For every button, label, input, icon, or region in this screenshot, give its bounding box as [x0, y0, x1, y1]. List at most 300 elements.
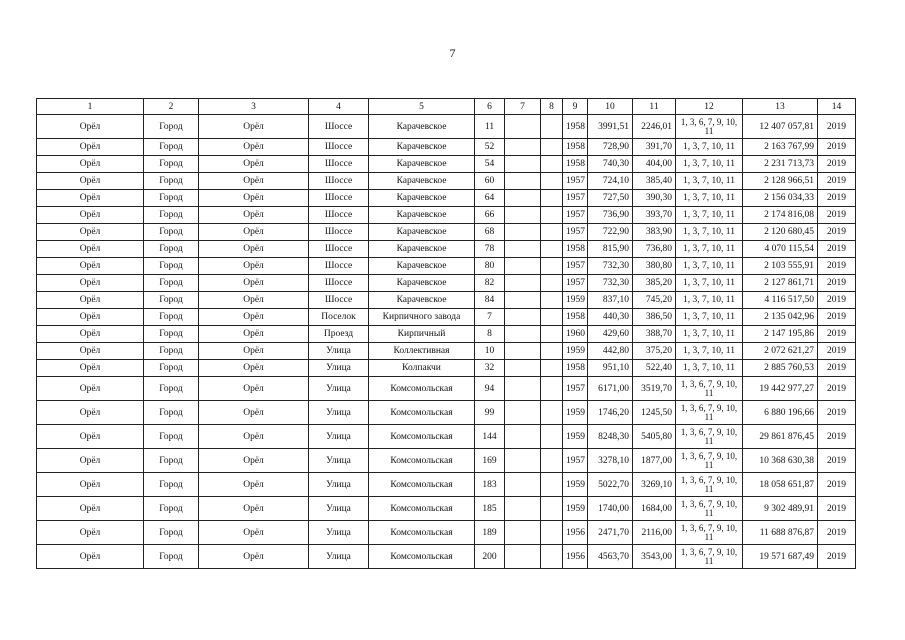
- city-cell: Орёл: [37, 207, 144, 224]
- cost-cell: 2 128 966,51: [743, 173, 818, 190]
- housing-register-table: [36, 98, 856, 569]
- column-number-row: [37, 99, 856, 115]
- building-cell: [505, 545, 541, 569]
- living-area-cell: 3269,10: [633, 473, 676, 497]
- house-number-cell: 80: [475, 258, 505, 275]
- column-header: 14: [818, 99, 856, 115]
- column-header: 12: [676, 99, 743, 115]
- works-list-cell: 1, 3, 7, 10, 11: [676, 326, 743, 343]
- building-cell: [505, 292, 541, 309]
- building-cell: [505, 115, 541, 139]
- settlement-cell: Орёл: [199, 326, 309, 343]
- letter-cell: [541, 497, 563, 521]
- street-type-cell: Шоссе: [309, 275, 369, 292]
- total-area-cell: 736,90: [588, 207, 633, 224]
- plan-year-cell: 2019: [818, 309, 856, 326]
- plan-year-cell: 2019: [818, 545, 856, 569]
- cost-cell: 2 127 861,71: [743, 275, 818, 292]
- street-type-cell: Шоссе: [309, 190, 369, 207]
- year-built-cell: 1957: [563, 173, 588, 190]
- settlement-type-cell: Город: [144, 309, 199, 326]
- settlement-cell: Орёл: [199, 401, 309, 425]
- living-area-cell: 380,80: [633, 258, 676, 275]
- table-row: [37, 241, 856, 258]
- total-area-cell: 429,60: [588, 326, 633, 343]
- living-area-cell: 1684,00: [633, 497, 676, 521]
- street-type-cell: Улица: [309, 360, 369, 377]
- living-area-cell: 404,00: [633, 156, 676, 173]
- works-list-cell: 1, 3, 6, 7, 9, 10, 11: [676, 401, 743, 425]
- settlement-type-cell: Город: [144, 343, 199, 360]
- house-number-cell: 64: [475, 190, 505, 207]
- total-area-cell: 442,80: [588, 343, 633, 360]
- building-cell: [505, 343, 541, 360]
- cost-cell: 2 072 621,27: [743, 343, 818, 360]
- letter-cell: [541, 224, 563, 241]
- table-row: [37, 401, 856, 425]
- city-cell: Орёл: [37, 115, 144, 139]
- living-area-cell: 385,20: [633, 275, 676, 292]
- total-area-cell: 728,90: [588, 139, 633, 156]
- column-header: 8: [541, 99, 563, 115]
- city-cell: Орёл: [37, 326, 144, 343]
- plan-year-cell: 2019: [818, 360, 856, 377]
- letter-cell: [541, 139, 563, 156]
- building-cell: [505, 521, 541, 545]
- house-number-cell: 68: [475, 224, 505, 241]
- settlement-type-cell: Город: [144, 156, 199, 173]
- street-type-cell: Шоссе: [309, 115, 369, 139]
- settlement-type-cell: Город: [144, 190, 199, 207]
- plan-year-cell: 2019: [818, 425, 856, 449]
- works-list-cell: 1, 3, 7, 10, 11: [676, 224, 743, 241]
- settlement-type-cell: Город: [144, 401, 199, 425]
- living-area-cell: 3543,00: [633, 545, 676, 569]
- city-cell: Орёл: [37, 173, 144, 190]
- building-cell: [505, 497, 541, 521]
- city-cell: Орёл: [37, 224, 144, 241]
- living-area-cell: 1245,50: [633, 401, 676, 425]
- total-area-cell: 951,10: [588, 360, 633, 377]
- table-row: [37, 497, 856, 521]
- city-cell: Орёл: [37, 377, 144, 401]
- year-built-cell: 1958: [563, 156, 588, 173]
- letter-cell: [541, 449, 563, 473]
- total-area-cell: 3278,10: [588, 449, 633, 473]
- cost-cell: 19 442 977,27: [743, 377, 818, 401]
- cost-cell: 2 120 680,45: [743, 224, 818, 241]
- total-area-cell: 732,30: [588, 258, 633, 275]
- table-row: [37, 190, 856, 207]
- street-cell: Комсомольская: [369, 449, 475, 473]
- plan-year-cell: 2019: [818, 326, 856, 343]
- house-number-cell: 99: [475, 401, 505, 425]
- street-type-cell: Шоссе: [309, 173, 369, 190]
- building-cell: [505, 207, 541, 224]
- settlement-cell: Орёл: [199, 139, 309, 156]
- letter-cell: [541, 258, 563, 275]
- year-built-cell: 1957: [563, 258, 588, 275]
- year-built-cell: 1960: [563, 326, 588, 343]
- table-row: [37, 343, 856, 360]
- column-header: 7: [505, 99, 541, 115]
- building-cell: [505, 275, 541, 292]
- settlement-type-cell: Город: [144, 173, 199, 190]
- living-area-cell: 5405,80: [633, 425, 676, 449]
- year-built-cell: 1958: [563, 139, 588, 156]
- letter-cell: [541, 309, 563, 326]
- table-row: [37, 326, 856, 343]
- letter-cell: [541, 275, 563, 292]
- living-area-cell: 375,20: [633, 343, 676, 360]
- works-list-cell: 1, 3, 7, 10, 11: [676, 258, 743, 275]
- table-row: [37, 377, 856, 401]
- settlement-cell: Орёл: [199, 292, 309, 309]
- settlement-cell: Орёл: [199, 309, 309, 326]
- street-type-cell: Улица: [309, 401, 369, 425]
- living-area-cell: 390,30: [633, 190, 676, 207]
- living-area-cell: 388,70: [633, 326, 676, 343]
- year-built-cell: 1958: [563, 309, 588, 326]
- house-number-cell: 200: [475, 545, 505, 569]
- city-cell: Орёл: [37, 401, 144, 425]
- street-type-cell: Улица: [309, 377, 369, 401]
- building-cell: [505, 258, 541, 275]
- settlement-cell: Орёл: [199, 173, 309, 190]
- settlement-type-cell: Город: [144, 521, 199, 545]
- letter-cell: [541, 292, 563, 309]
- street-type-cell: Шоссе: [309, 292, 369, 309]
- street-cell: Комсомольская: [369, 545, 475, 569]
- street-type-cell: Шоссе: [309, 139, 369, 156]
- plan-year-cell: 2019: [818, 377, 856, 401]
- settlement-type-cell: Город: [144, 241, 199, 258]
- cost-cell: 12 407 057,81: [743, 115, 818, 139]
- house-number-cell: 7: [475, 309, 505, 326]
- total-area-cell: 740,30: [588, 156, 633, 173]
- plan-year-cell: 2019: [818, 473, 856, 497]
- works-list-cell: 1, 3, 7, 10, 11: [676, 139, 743, 156]
- column-header: 9: [563, 99, 588, 115]
- settlement-cell: Орёл: [199, 224, 309, 241]
- year-built-cell: 1957: [563, 449, 588, 473]
- building-cell: [505, 425, 541, 449]
- table-row: [37, 115, 856, 139]
- settlement-type-cell: Город: [144, 224, 199, 241]
- street-cell: Комсомольская: [369, 425, 475, 449]
- table-row: [37, 275, 856, 292]
- works-list-cell: 1, 3, 6, 7, 9, 10, 11: [676, 115, 743, 139]
- settlement-type-cell: Город: [144, 425, 199, 449]
- column-header: 10: [588, 99, 633, 115]
- plan-year-cell: 2019: [818, 207, 856, 224]
- plan-year-cell: 2019: [818, 449, 856, 473]
- living-area-cell: 393,70: [633, 207, 676, 224]
- settlement-type-cell: Город: [144, 377, 199, 401]
- cost-cell: 2 163 767,99: [743, 139, 818, 156]
- plan-year-cell: 2019: [818, 258, 856, 275]
- cost-cell: 6 880 196,66: [743, 401, 818, 425]
- house-number-cell: 8: [475, 326, 505, 343]
- letter-cell: [541, 360, 563, 377]
- city-cell: Орёл: [37, 139, 144, 156]
- works-list-cell: 1, 3, 7, 10, 11: [676, 173, 743, 190]
- letter-cell: [541, 241, 563, 258]
- works-list-cell: 1, 3, 7, 10, 11: [676, 360, 743, 377]
- street-cell: Карачевское: [369, 156, 475, 173]
- street-type-cell: Шоссе: [309, 156, 369, 173]
- total-area-cell: 727,50: [588, 190, 633, 207]
- column-header: 13: [743, 99, 818, 115]
- living-area-cell: 2246,01: [633, 115, 676, 139]
- year-built-cell: 1959: [563, 425, 588, 449]
- city-cell: Орёл: [37, 309, 144, 326]
- table-row: [37, 224, 856, 241]
- works-list-cell: 1, 3, 7, 10, 11: [676, 190, 743, 207]
- house-number-cell: 185: [475, 497, 505, 521]
- year-built-cell: 1957: [563, 190, 588, 207]
- house-number-cell: 54: [475, 156, 505, 173]
- building-cell: [505, 377, 541, 401]
- works-list-cell: 1, 3, 6, 7, 9, 10, 11: [676, 449, 743, 473]
- building-cell: [505, 326, 541, 343]
- cost-cell: 2 103 555,91: [743, 258, 818, 275]
- column-header: 11: [633, 99, 676, 115]
- works-list-cell: 1, 3, 7, 10, 11: [676, 241, 743, 258]
- living-area-cell: 1877,00: [633, 449, 676, 473]
- house-number-cell: 189: [475, 521, 505, 545]
- settlement-cell: Орёл: [199, 497, 309, 521]
- living-area-cell: 386,50: [633, 309, 676, 326]
- column-header: 3: [199, 99, 309, 115]
- total-area-cell: 2471,70: [588, 521, 633, 545]
- table-row: [37, 292, 856, 309]
- house-number-cell: 82: [475, 275, 505, 292]
- letter-cell: [541, 156, 563, 173]
- street-cell: Комсомольская: [369, 377, 475, 401]
- building-cell: [505, 401, 541, 425]
- house-number-cell: 84: [475, 292, 505, 309]
- plan-year-cell: 2019: [818, 173, 856, 190]
- house-number-cell: 52: [475, 139, 505, 156]
- works-list-cell: 1, 3, 6, 7, 9, 10, 11: [676, 545, 743, 569]
- street-type-cell: Поселок: [309, 309, 369, 326]
- table-row: [37, 139, 856, 156]
- city-cell: Орёл: [37, 497, 144, 521]
- total-area-cell: 815,90: [588, 241, 633, 258]
- street-type-cell: Улица: [309, 449, 369, 473]
- works-list-cell: 1, 3, 6, 7, 9, 10, 11: [676, 377, 743, 401]
- table-row: [37, 473, 856, 497]
- total-area-cell: 1740,00: [588, 497, 633, 521]
- settlement-cell: Орёл: [199, 275, 309, 292]
- settlement-cell: Орёл: [199, 377, 309, 401]
- settlement-type-cell: Город: [144, 497, 199, 521]
- cost-cell: 2 156 034,33: [743, 190, 818, 207]
- settlement-type-cell: Город: [144, 449, 199, 473]
- city-cell: Орёл: [37, 521, 144, 545]
- letter-cell: [541, 173, 563, 190]
- street-cell: Кирпичного завода: [369, 309, 475, 326]
- building-cell: [505, 139, 541, 156]
- settlement-type-cell: Город: [144, 275, 199, 292]
- plan-year-cell: 2019: [818, 115, 856, 139]
- street-cell: Карачевское: [369, 173, 475, 190]
- plan-year-cell: 2019: [818, 190, 856, 207]
- living-area-cell: 745,20: [633, 292, 676, 309]
- letter-cell: [541, 377, 563, 401]
- settlement-cell: Орёл: [199, 343, 309, 360]
- table-row: [37, 449, 856, 473]
- living-area-cell: 391,70: [633, 139, 676, 156]
- total-area-cell: 837,10: [588, 292, 633, 309]
- city-cell: Орёл: [37, 449, 144, 473]
- settlement-cell: Орёл: [199, 360, 309, 377]
- cost-cell: 2 174 816,08: [743, 207, 818, 224]
- house-number-cell: 32: [475, 360, 505, 377]
- settlement-type-cell: Город: [144, 545, 199, 569]
- street-cell: Карачевское: [369, 207, 475, 224]
- street-cell: Карачевское: [369, 224, 475, 241]
- settlement-type-cell: Город: [144, 258, 199, 275]
- street-cell: Комсомольская: [369, 473, 475, 497]
- street-cell: Кирпичный: [369, 326, 475, 343]
- letter-cell: [541, 326, 563, 343]
- house-number-cell: 144: [475, 425, 505, 449]
- settlement-type-cell: Город: [144, 207, 199, 224]
- works-list-cell: 1, 3, 6, 7, 9, 10, 11: [676, 473, 743, 497]
- street-cell: Комсомольская: [369, 497, 475, 521]
- works-list-cell: 1, 3, 7, 10, 11: [676, 275, 743, 292]
- cost-cell: 29 861 876,45: [743, 425, 818, 449]
- settlement-cell: Орёл: [199, 258, 309, 275]
- building-cell: [505, 241, 541, 258]
- cost-cell: 2 885 760,53: [743, 360, 818, 377]
- street-type-cell: Шоссе: [309, 258, 369, 275]
- year-built-cell: 1957: [563, 377, 588, 401]
- year-built-cell: 1959: [563, 292, 588, 309]
- plan-year-cell: 2019: [818, 343, 856, 360]
- street-type-cell: Улица: [309, 343, 369, 360]
- column-header: 4: [309, 99, 369, 115]
- year-built-cell: 1956: [563, 545, 588, 569]
- settlement-type-cell: Город: [144, 115, 199, 139]
- year-built-cell: 1959: [563, 401, 588, 425]
- works-list-cell: 1, 3, 7, 10, 11: [676, 207, 743, 224]
- settlement-cell: Орёл: [199, 115, 309, 139]
- plan-year-cell: 2019: [818, 156, 856, 173]
- living-area-cell: 385,40: [633, 173, 676, 190]
- total-area-cell: 732,30: [588, 275, 633, 292]
- street-cell: Колпакчи: [369, 360, 475, 377]
- settlement-type-cell: Город: [144, 326, 199, 343]
- city-cell: Орёл: [37, 292, 144, 309]
- works-list-cell: 1, 3, 6, 7, 9, 10, 11: [676, 521, 743, 545]
- total-area-cell: 5022,70: [588, 473, 633, 497]
- house-number-cell: 11: [475, 115, 505, 139]
- year-built-cell: 1957: [563, 207, 588, 224]
- house-number-cell: 169: [475, 449, 505, 473]
- city-cell: Орёл: [37, 425, 144, 449]
- settlement-cell: Орёл: [199, 425, 309, 449]
- street-cell: Карачевское: [369, 292, 475, 309]
- letter-cell: [541, 545, 563, 569]
- page-number: 7: [449, 46, 456, 60]
- city-cell: Орёл: [37, 190, 144, 207]
- plan-year-cell: 2019: [818, 497, 856, 521]
- street-cell: Карачевское: [369, 275, 475, 292]
- cost-cell: 9 302 489,91: [743, 497, 818, 521]
- cost-cell: 4 116 517,50: [743, 292, 818, 309]
- building-cell: [505, 224, 541, 241]
- street-type-cell: Проезд: [309, 326, 369, 343]
- cost-cell: 10 368 630,38: [743, 449, 818, 473]
- year-built-cell: 1956: [563, 521, 588, 545]
- living-area-cell: 522,40: [633, 360, 676, 377]
- building-cell: [505, 156, 541, 173]
- works-list-cell: 1, 3, 7, 10, 11: [676, 343, 743, 360]
- settlement-cell: Орёл: [199, 156, 309, 173]
- plan-year-cell: 2019: [818, 292, 856, 309]
- settlement-cell: Орёл: [199, 241, 309, 258]
- settlement-type-cell: Город: [144, 473, 199, 497]
- table-body: [37, 115, 856, 569]
- building-cell: [505, 309, 541, 326]
- cost-cell: 19 571 687,49: [743, 545, 818, 569]
- building-cell: [505, 173, 541, 190]
- plan-year-cell: 2019: [818, 241, 856, 258]
- total-area-cell: 4563,70: [588, 545, 633, 569]
- plan-year-cell: 2019: [818, 224, 856, 241]
- city-cell: Орёл: [37, 258, 144, 275]
- year-built-cell: 1959: [563, 473, 588, 497]
- settlement-cell: Орёл: [199, 521, 309, 545]
- total-area-cell: 722,90: [588, 224, 633, 241]
- column-header: 6: [475, 99, 505, 115]
- works-list-cell: 1, 3, 6, 7, 9, 10, 11: [676, 425, 743, 449]
- cost-cell: 2 231 713,73: [743, 156, 818, 173]
- plan-year-cell: 2019: [818, 275, 856, 292]
- street-cell: Комсомольская: [369, 521, 475, 545]
- total-area-cell: 6171,00: [588, 377, 633, 401]
- settlement-cell: Орёл: [199, 545, 309, 569]
- cost-cell: 2 135 042,96: [743, 309, 818, 326]
- table-row: [37, 360, 856, 377]
- table-row: [37, 309, 856, 326]
- house-number-cell: 94: [475, 377, 505, 401]
- total-area-cell: 3991,51: [588, 115, 633, 139]
- city-cell: Орёл: [37, 156, 144, 173]
- settlement-cell: Орёл: [199, 207, 309, 224]
- year-built-cell: 1957: [563, 224, 588, 241]
- street-cell: Карачевское: [369, 190, 475, 207]
- letter-cell: [541, 401, 563, 425]
- letter-cell: [541, 425, 563, 449]
- year-built-cell: 1958: [563, 360, 588, 377]
- column-header: 2: [144, 99, 199, 115]
- works-list-cell: 1, 3, 7, 10, 11: [676, 309, 743, 326]
- living-area-cell: 383,90: [633, 224, 676, 241]
- table-row: [37, 207, 856, 224]
- street-type-cell: Шоссе: [309, 207, 369, 224]
- city-cell: Орёл: [37, 275, 144, 292]
- street-cell: Комсомольская: [369, 401, 475, 425]
- letter-cell: [541, 343, 563, 360]
- plan-year-cell: 2019: [818, 139, 856, 156]
- settlement-type-cell: Город: [144, 139, 199, 156]
- year-built-cell: 1957: [563, 275, 588, 292]
- settlement-cell: Орёл: [199, 473, 309, 497]
